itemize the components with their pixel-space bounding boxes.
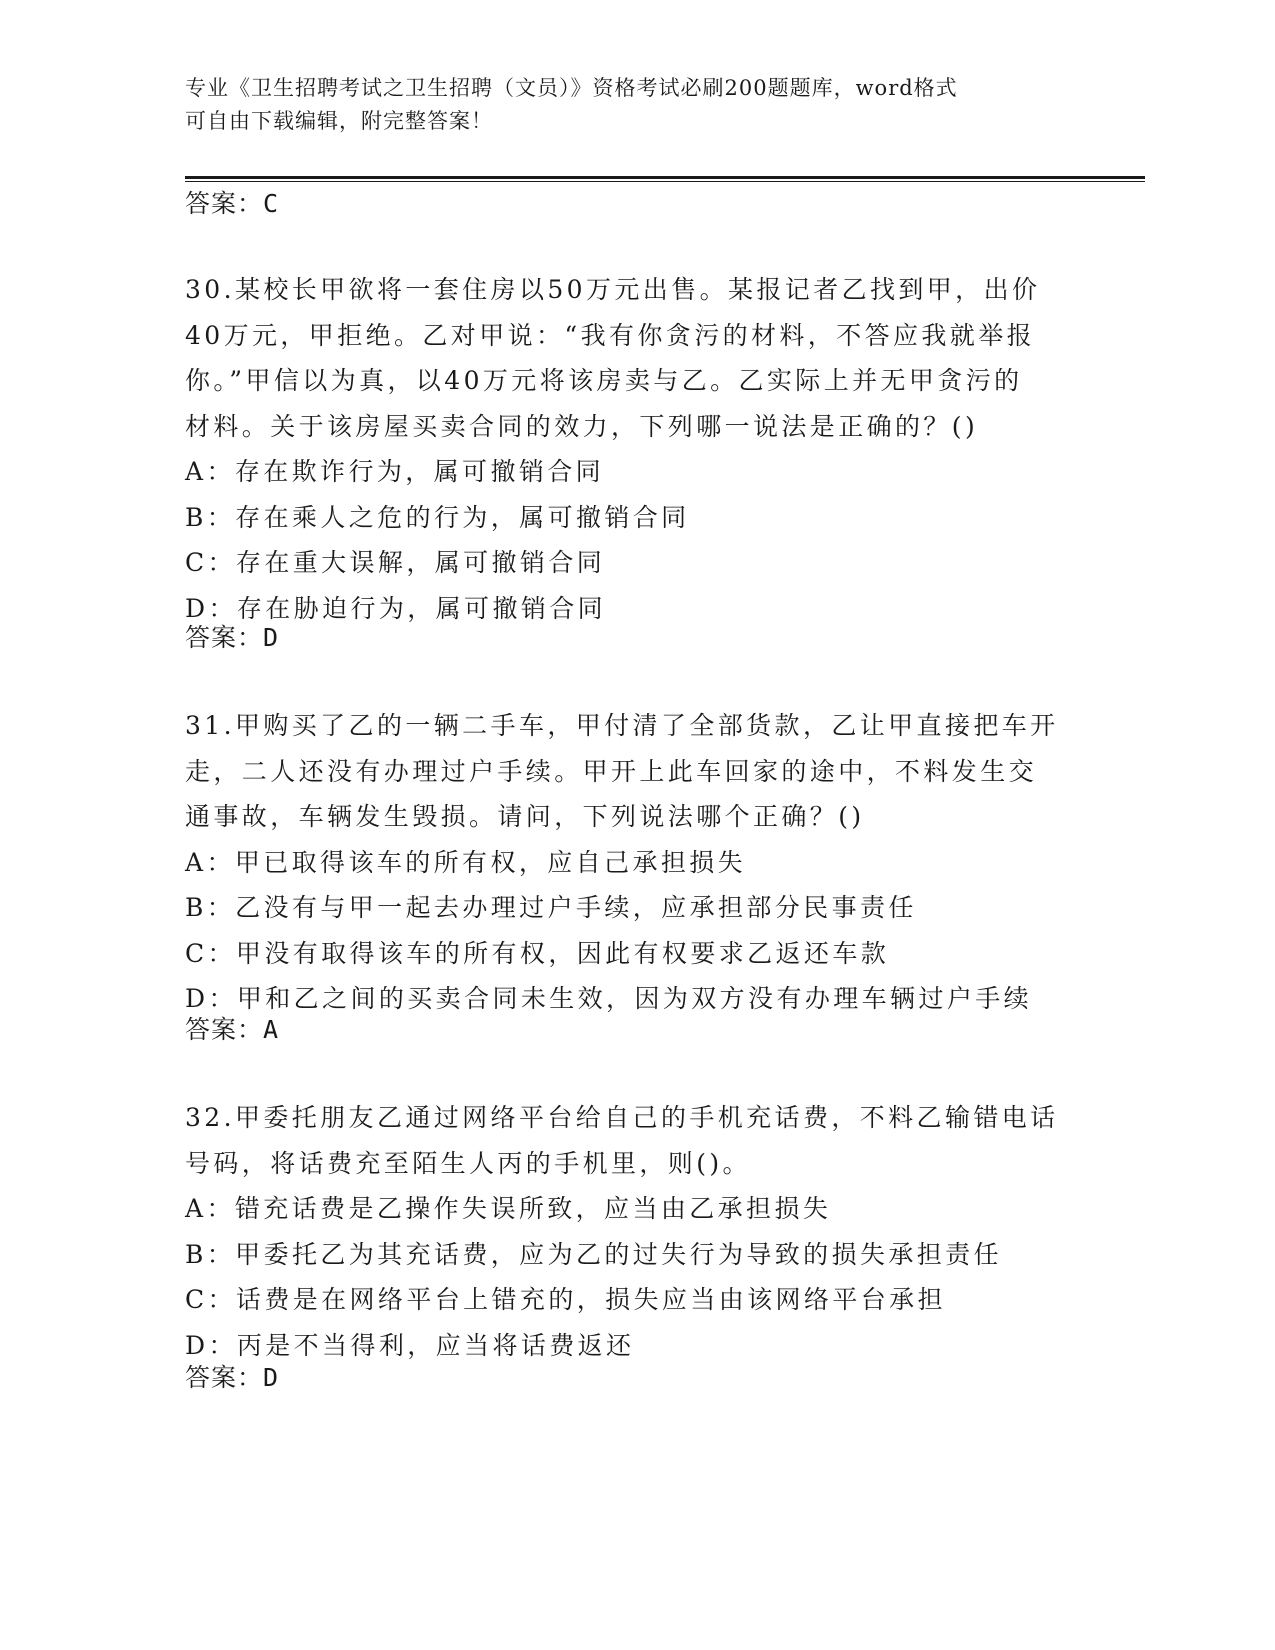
answer-value: D	[263, 1363, 280, 1392]
header-line-2: 可自由下载编辑，附完整答案！	[185, 109, 493, 133]
document-header	[185, 72, 1085, 138]
answer-30	[185, 620, 279, 656]
question-stem-line: 通事故，车辆发生毁损。请问，下列说法哪个正确？()	[185, 802, 865, 831]
option-c: C：话费是在网络平台上错充的，损失应当由该网络平台承担	[185, 1285, 946, 1314]
question-31	[185, 703, 1065, 1022]
question-stem-line: 30.某校长甲欲将一套住房以50万元出售。某报记者乙找到甲，出价	[185, 275, 1041, 304]
answer-label: 答案：	[185, 189, 264, 218]
option-a: A：存在欺诈行为，属可撤销合同	[185, 457, 605, 486]
question-30	[185, 267, 1065, 631]
prev-answer	[185, 186, 279, 222]
option-a: A：错充话费是乙操作失误所致，应当由乙承担损失	[185, 1194, 832, 1223]
question-stem-line: 32.甲委托朋友乙通过网络平台给自己的手机充话费，不料乙输错电话	[185, 1103, 1059, 1132]
answer-label: 答案：	[185, 1015, 264, 1044]
question-stem-line: 你。”甲信以为真，以40万元将该房卖与乙。乙实际上并无甲贪污的	[185, 366, 1023, 395]
header-rule-thick	[185, 176, 1145, 179]
answer-value: D	[263, 623, 280, 652]
option-a: A：甲已取得该车的所有权，应自己承担损失	[185, 847, 747, 877]
answer-label: 答案：	[185, 623, 264, 652]
option-d: D：丙是不当得利，应当将话费返还	[185, 1330, 635, 1360]
answer-32	[185, 1360, 279, 1396]
option-c: C：甲没有取得该车的所有权，因此有权要求乙返还车款	[185, 938, 890, 968]
header-rule-thin	[185, 181, 1145, 182]
question-stem-line: 40万元，甲拒绝。乙对甲说：“我有你贪污的材料，不答应我就举报	[185, 320, 1035, 350]
question-stem-line: 号码，将话费充至陌生人丙的手机里，则()。	[185, 1148, 751, 1178]
answer-value: A	[263, 1015, 280, 1044]
question-32	[185, 1095, 1065, 1368]
option-b: B：甲委托乙为其充话费，应为乙的过失行为导致的损失承担责任	[185, 1239, 1002, 1269]
question-stem-line: 31.甲购买了乙的一辆二手车，甲付清了全部货款，乙让甲直接把车开	[185, 711, 1059, 740]
option-b: B：存在乘人之危的行为，属可撤销合同	[185, 502, 690, 532]
answer-31	[185, 1012, 279, 1048]
answer-value: C	[263, 189, 280, 218]
option-d: D：存在胁迫行为，属可撤销合同	[185, 593, 607, 623]
option-d: D：甲和乙之间的买卖合同未生效，因为双方没有办理车辆过户手续	[185, 984, 1033, 1013]
option-c: C：存在重大误解，属可撤销合同	[185, 548, 606, 577]
option-b: B：乙没有与甲一起去办理过户手续，应承担部分民事责任	[185, 893, 917, 922]
question-stem-line: 走，二人还没有办理过户手续。甲开上此车回家的途中，不料发生交	[185, 756, 1038, 786]
header-line-1: 专业《卫生招聘考试之卫生招聘（文员）》资格考试必刷200题题库，word格式	[185, 76, 958, 100]
question-stem-line: 材料。关于该房屋买卖合同的效力，下列哪一说法是正确的？()	[185, 411, 979, 441]
answer-label: 答案：	[185, 1363, 264, 1392]
